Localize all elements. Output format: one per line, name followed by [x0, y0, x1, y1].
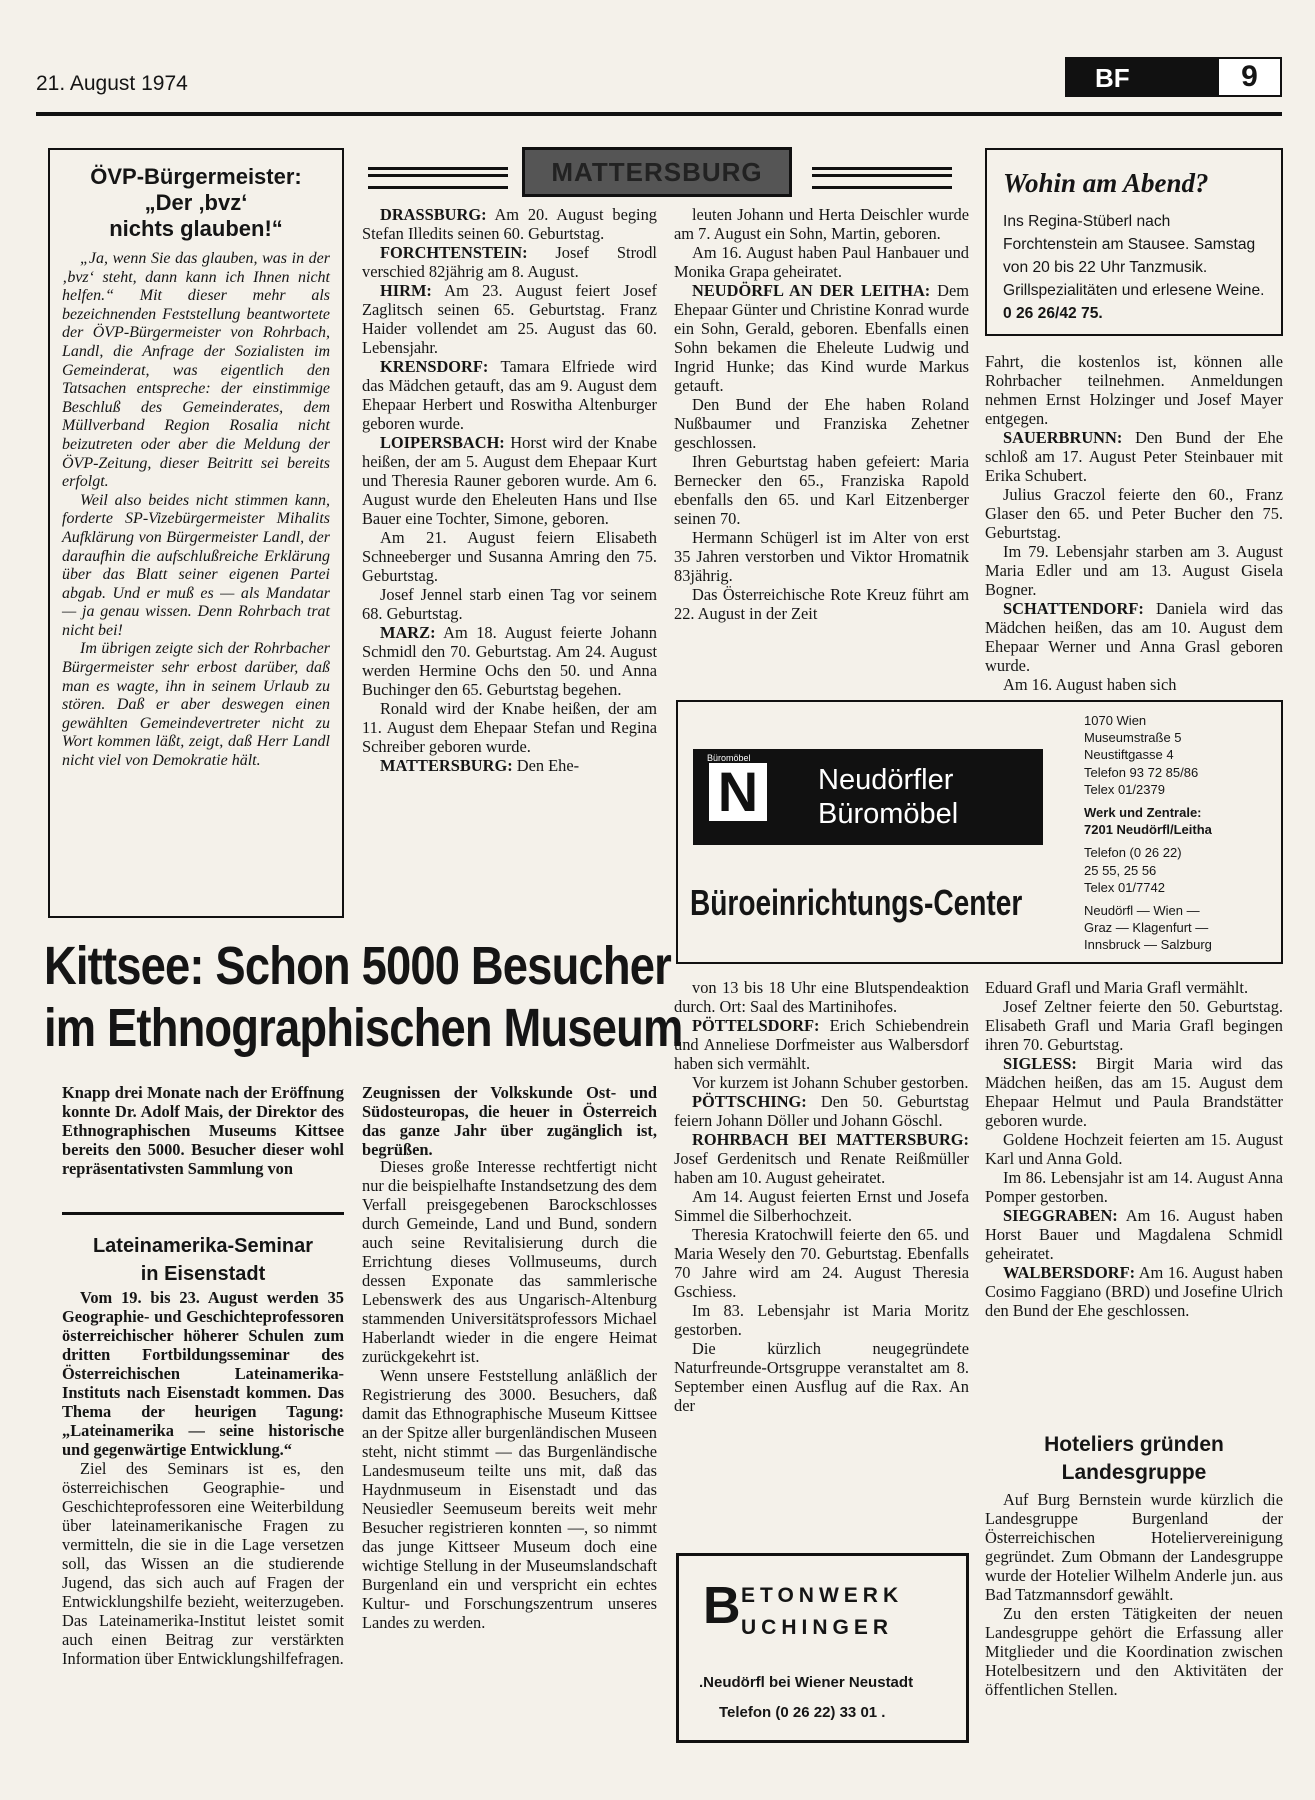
news-item [674, 1016, 969, 1073]
item-text: Den Bund der Ehe haben Roland Nußbaumer und Franziska Zehetner geschlossen. [674, 395, 969, 452]
news-item [985, 997, 1283, 1054]
neudoerfler-logo-icon: N [709, 763, 767, 821]
news-item [674, 243, 969, 281]
item-text: Ronald wird der Knabe heißen, der am 11. August dem Ehepaar Stefan und Regina Schreiber geboren wurde. [362, 699, 657, 756]
oevp-paragraph: Weil also beides nicht stimmen kann, forderte SP-Vizebürgermeister Mihalits Aufklärung von Bürgermeister Landl, der daraufhin die aufschlußreiche Erklärung über das Blatt seiner eigenen Partei abgab. Und er muß es — als Mandatar — ja genau wissen. Denn Rohrbach trat nicht bei! [62, 491, 330, 639]
item-text: Daniela wird das Mädchen heißen, das am 10. August dem Ehepaar Werner und Anna Grasl geboren wurde. [985, 599, 1283, 675]
latein-headline [62, 1232, 344, 1288]
news-item [985, 1206, 1283, 1263]
oevp-article [48, 148, 344, 918]
latein-body [62, 1288, 344, 1668]
item-text: leuten Johann und Herta Deischler wurde am 7. August ein Sohn, Martin, geboren. [674, 205, 969, 243]
item-text: von 13 bis 18 Uhr eine Blutspendeaktion durch. Ort: Saal des Martinihofes. [674, 978, 969, 1016]
news-item [674, 1225, 969, 1301]
news-item [985, 1054, 1283, 1130]
item-text: Fahrt, die kostenlos ist, können alle Rohrbacher teilnehmen. Anmeldungen nehmen Ernst Holzinger und Josef Mayer entgegen. [985, 352, 1283, 428]
latein-rule [62, 1212, 344, 1215]
news-item [674, 1187, 969, 1225]
oevp-paragraph: „Ja, wenn Sie das glauben, was in der ‚bvz‘ steht, dann kann ich Ihnen nicht helfen.“ Mit dieser mehr als bezeichnenden Feststellung beantwortete der ÖVP-Bürgermeister von Rohrbach, Landl, die Anfrage der Sozialisten im Gemeinderat, was eigentlich den Tatsachen entspreche: der einstimmige Beschluß des Gemeinderates, dem Müllverband Region Rosalia nicht beizutreten oder aber die Meldung der ÖVP-Zeitung, dieser Beitritt sei bereits erfolgt. [62, 250, 330, 491]
item-text: Am 23. August feiert Josef Zaglitsch seinen 65. Geburtstag. Franz Haider vollendet am 25. August das 60. Lebensjahr. [362, 281, 657, 357]
item-text: Den 50. Geburtstag feiern Johann Döller und Johann Göschl. [674, 1092, 969, 1130]
place-name: PÖTTSCHING: [692, 1092, 807, 1111]
place-name: SCHATTENDORF: [1003, 599, 1144, 618]
news-item [674, 1301, 969, 1339]
betonwerk-word1: ETONWERK [741, 1584, 904, 1607]
hotel-body [985, 1490, 1283, 1699]
neudoerfler-ad [676, 700, 1283, 964]
news-item [362, 528, 657, 585]
mattersburg-col3b [674, 978, 969, 1415]
item-text: Tamara Elfriede wird das Mädchen getauft, das am 9. August dem Ehepaar Herbert und Roswitha Altenburger geboren wurde. [362, 357, 657, 433]
kittsee-lead-b [362, 1083, 657, 1159]
place-name: NEUDÖRFL AN DER LEITHA: [692, 281, 931, 300]
item-text: Den Bund der Ehe schloß am 17. August Peter Steinbauer mit Erika Schubert. [985, 428, 1283, 485]
address-line: Innsbruck — Salzburg [1084, 937, 1212, 953]
section-badge [1065, 57, 1217, 97]
news-item [985, 1130, 1283, 1168]
address-line: 25 55, 25 56 [1084, 862, 1157, 878]
item-text: Goldene Hochzeit feierten am 15. August Karl und Anna Gold. [985, 1130, 1283, 1168]
betonwerk-initial: B [703, 1577, 741, 1635]
mattersburg-col4b [985, 978, 1283, 1320]
item-text: Am 16. August haben Paul Hanbauer und Monika Grapa geheiratet. [674, 243, 969, 281]
kittsee-headline-l2: im Ethnographischen Museum [44, 998, 683, 1058]
betonwerk-ad [676, 1553, 969, 1743]
kittsee-paragraph: Dieses große Interesse rechtfertigt nicht nur die beispielhafte Instandsetzung des dem Verfall preisgegebenen Barockschlosses durch Gemeinde, Land und Bund, sondern auch seine Revitalisierung durch die Errichtung dieses Vollmuseums, durch dessen Exponate das sammlerische Lebenswerk des aus Ungarisch-Altenburg stammenden Universitätsprofessors Michael Haberlandt wieder in die engere Heimat zurückgekehrt ist. [362, 1157, 657, 1366]
news-item [985, 352, 1283, 428]
news-item [362, 623, 657, 699]
news-item [674, 1339, 969, 1415]
address-line: 1070 Wien [1084, 713, 1147, 728]
item-text: Am 14. August feierten Ernst und Josefa Simmel die Silberhochzeit. [674, 1187, 969, 1225]
item-text: Horst wird der Knabe heißen, der am 5. August dem Ehepaar Kurt und Theresia Rauner geboren wurde. Am 6. August wurde den Eheleuten Hans und Ilse Bauer eine Tochter, Simone, geboren. [362, 433, 657, 528]
place-name: KRENSDORF: [380, 357, 489, 376]
page-number: 9 [1217, 57, 1282, 97]
item-text: Julius Graczol feierte den 60., Franz Glaser den 65. und Peter Bucher den 75. Geburtstag. [985, 485, 1283, 542]
item-text: Am 20. August beging Stefan Illedits seinen 60. Geburtstag. [362, 205, 657, 243]
news-item [674, 1130, 969, 1187]
hotel-headline-l1: Hoteliers gründen [1044, 1433, 1224, 1456]
neudoerfler-center-label: Büroeinrichtungs-Center [690, 882, 1023, 923]
latein-headline-l2: in Eisenstadt [140, 1263, 266, 1285]
betonwerk-word2: UCHINGER [741, 1616, 894, 1639]
place-name: DRASSBURG: [380, 205, 487, 224]
place-name: WALBERSDORF: [1003, 1263, 1136, 1282]
neudoerfler-logo-block [693, 749, 1043, 845]
news-item [674, 281, 969, 395]
betonwerk-location: .Neudörfl bei Wiener Neustadt [699, 1674, 914, 1691]
latein-headline-l1: Lateinamerika-Seminar [92, 1235, 314, 1257]
item-text: Erich Schiebendrein und Anneliese Dorfmeister aus Walbersdorf haben sich vermählt. [674, 1016, 969, 1073]
news-item [362, 357, 657, 433]
kittsee-headline [44, 935, 683, 1059]
header-rule [36, 112, 1282, 116]
news-item [985, 1263, 1283, 1320]
item-text: Josef Jennel starb einen Tag vor seinem 68. Geburtstag. [362, 585, 657, 623]
hotel-headline [985, 1431, 1283, 1487]
item-text: Dem Ehepaar Günter und Christine Konrad wurde ein Sohn, Gerald, geboren. Ebenfalls einen Sohn bekamen die Eheleute Ludwig und Ingrid Hunke; das Kind wurde Markus getauft. [674, 281, 969, 395]
item-text: Das Österreichische Rote Kreuz führt am 22. August in der Zeit [674, 585, 969, 623]
wohin-title: Wohin am Abend? [1003, 168, 1209, 198]
news-item [674, 395, 969, 452]
kittsee-lead-text-a: Knapp drei Monate nach der Eröffnung konnte Dr. Adolf Mais, der Direktor des Ethnographischen Museums Kittsee bereits den 5000. Besucher dieser wohl repräsentativsten Sammlung von [62, 1083, 344, 1178]
news-item [985, 675, 1283, 694]
section-label: BF [1095, 63, 1130, 93]
hotel-headline-l2: Landesgruppe [1061, 1461, 1207, 1484]
item-text: Vor kurzem ist Johann Schuber gestorben. [692, 1073, 969, 1092]
news-item [985, 485, 1283, 542]
item-text: Die kürzlich neugegründete Naturfreunde-Ortsgruppe veranstaltet am 8. September einen Ausflug auf die Rax. An der [674, 1339, 969, 1415]
news-item [362, 433, 657, 528]
oevp-headline-l3: nichts glauben!“ [109, 216, 283, 241]
oevp-headline-l1: ÖVP-Bürgermeister: [90, 164, 302, 189]
mattersburg-col3 [674, 205, 969, 623]
item-text: Im 86. Lebensjahr ist am 14. August Anna Pomper gestorben. [985, 1168, 1283, 1206]
neudoerfler-address [1084, 712, 1212, 954]
address-line: Museumstraße 5 [1084, 730, 1182, 746]
latein-lead: Vom 19. bis 23. August werden 35 Geographie- und Geschichteprofessoren österreichischer höherer Schulen zum dritten Fortbildungsseminar des Österreichischen Lateinamerika-Instituts nach Eisenstadt kommen. Das Thema der heurigen Tagung: „Lateinamerika — seine historische und gegenwärtige Entwicklung.“ [62, 1288, 344, 1459]
oevp-headline [62, 164, 330, 242]
place-name: FORCHTENSTEIN: [380, 243, 528, 262]
oevp-headline-l2: „Der ‚bvz‘ [144, 190, 248, 215]
item-text: Josef Gerdenitsch und Renate Reißmüller haben am 10. August geheiratet. [674, 1149, 969, 1187]
neudoerfler-name [818, 763, 958, 831]
place-name: MATTERSBURG: [380, 756, 513, 775]
betonwerk-phone: Telefon (0 26 22) 33 01 . [719, 1704, 886, 1721]
item-text: Birgit Maria wird das Mädchen heißen, das am 15. August dem Ehepaar Helmut und Paula Brandstätter geboren wurde. [985, 1054, 1283, 1130]
item-text: Theresia Kratochwill feierte den 65. und Maria Wesely den 70. Geburtstag. Ebenfalls 70 Jahre wird am 24. August Theresia Gschiess. [674, 1225, 969, 1301]
item-text: Im 83. Lebensjahr ist Maria Moritz gestorben. [674, 1301, 969, 1339]
neudoerfler-name-l2: Büromöbel [818, 798, 959, 830]
issue-date: 21. August 1974 [36, 72, 188, 95]
news-item [362, 243, 657, 281]
place-name: MARZ: [380, 623, 436, 642]
address-line: Telefon (0 26 22) [1084, 845, 1182, 861]
address-line: Graz — Klagenfurt — [1084, 920, 1209, 936]
place-name: SAUERBRUNN: [1003, 428, 1123, 447]
mattersburg-col4 [985, 352, 1283, 694]
mattersburg-section-title: MATTERSBURG [522, 147, 792, 197]
news-item [985, 428, 1283, 485]
place-name: SIGLESS: [1003, 1054, 1077, 1073]
kittsee-lead-text-b: Zeugnissen der Volkskunde Ost- und Südosteuropas, die heuer in Österreich das ganze Jahr über zugänglich ist, begrüßen. [362, 1083, 657, 1159]
item-text: Am 16. August haben Cosimo Faggiano (BRD) und Josefine Ulrich den Bund der Ehe geschlossen. [985, 1263, 1283, 1320]
item-text: Josef Zeltner feierte den 50. Geburtstag. Elisabeth Grafl und Maria Grafl begingen ihren 70. Geburtstag. [985, 997, 1283, 1054]
item-text: Am 16. August haben sich [1003, 675, 1177, 694]
news-item [362, 585, 657, 623]
mattersburg-col2 [362, 205, 657, 775]
place-name: HIRM: [380, 281, 432, 300]
address-line: Telex 01/7742 [1084, 879, 1165, 895]
neudoerfler-name-l1: Neudörfler [818, 764, 954, 796]
logo-small-label: Büromöbel [707, 753, 751, 763]
kittsee-lead-a [62, 1083, 344, 1178]
news-item [674, 528, 969, 585]
oevp-paragraph: Im übrigen zeigte sich der Rohrbacher Bürgermeister sehr erbost darüber, daß man es wagte, ihn in seinem Urlaub zu stören. Daß er aber deswegen einen gewählten Gemeindevertreter nicht zu Wort kommen läßt, zeigt, daß Herr Landl nicht viel von Demokratie hält. [62, 640, 330, 770]
address-line: Neudörfl — Wien — [1084, 903, 1200, 919]
news-item [985, 599, 1283, 675]
hotel-paragraph: Zu den ersten Tätigkeiten der neuen Landesgruppe gehört die Erfassung aller Mitglieder und die Koordination zwischen Hotelbesitzern und den Aktivitäten der öffentlichen Stellen. [985, 1604, 1283, 1699]
item-text: Am 21. August feiern Elisabeth Schneeberger und Susanna Amring den 75. Geburtstag. [362, 528, 657, 585]
news-item [985, 1168, 1283, 1206]
item-text: Am 16. August haben Horst Bauer und Magdalena Schmidl geheiratet. [985, 1206, 1283, 1263]
place-name: PÖTTELSDORF: [692, 1016, 820, 1035]
news-item [362, 756, 657, 775]
kittsee-paragraph: Wenn unsere Feststellung anläßlich der Registrierung des 3000. Besuchers, daß damit das Ethnographische Museum Kittsee an der Spitze aller burgenländischen Museen steht, nicht stimmt — das Burgenländische Landesmuseum teilte uns mit, daß das Haydnmuseum in Eisenstadt und das Neusiedler Seemuseum bereits weit mehr Besucher registrieren konnten —, so nimmt das junge Kittseer Museum doch eine wichtige Stellung in der Museumslandschaft Burgenland ein und verspricht ein echtes Kultur- und Forschungszentrum unseres Landes zu werden. [362, 1366, 657, 1632]
news-item [362, 699, 657, 756]
news-item [674, 452, 969, 528]
news-item [674, 1073, 969, 1092]
address-line: 7201 Neudörfl/Leitha [1084, 822, 1212, 838]
section-rule-right [812, 167, 952, 189]
news-item [674, 205, 969, 243]
item-text: Eduard Grafl und Maria Grafl vermählt. [985, 978, 1249, 997]
hotel-paragraph: Auf Burg Bernstein wurde kürzlich die Landesgruppe Burgenland der Österreichischen Hoteliervereinigung gegründet. Zum Obmann der Landesgruppe wurde der Hotelier Wilhelm Anderle jun. aus Bad Tatzmannsdorf gewählt. [985, 1490, 1283, 1604]
place-name: ROHRBACH BEI MATTERSBURG: [692, 1130, 969, 1149]
item-text: Josef Strodl verschied 82jährig am 8. August. [362, 243, 657, 281]
kittsee-headline-l1: Kittsee: Schon 5000 Besucher [44, 936, 671, 996]
news-item [985, 978, 1283, 997]
section-rule-left [368, 167, 508, 189]
item-text: Am 18. August feierte Johann Schmidl den 70. Geburtstag. Am 24. August werden Hermine Ochs den 50. und Anna Buchinger den 65. Geburtstag begehen. [362, 623, 657, 699]
wohin-ad [985, 148, 1283, 336]
item-text: Im 79. Lebensjahr starben am 3. August Maria Edler und am 13. August Gisela Bogner. [985, 542, 1283, 599]
place-name: LOIPERSBACH: [380, 433, 505, 452]
news-item [362, 281, 657, 357]
address-line: Werk und Zentrale: [1084, 805, 1202, 821]
address-line: Telefon 93 72 85/86 [1084, 764, 1199, 780]
news-item [362, 205, 657, 243]
item-text: Ihren Geburtstag haben gefeiert: Maria Bernecker den 65., Franziska Rapold ebenfalls den 65. und Karl Eitzenberger seinen 70. [674, 452, 969, 528]
address-line: Neustiftgasse 4 [1084, 747, 1174, 763]
kittsee-body [362, 1157, 657, 1632]
latein-paragraph: Ziel des Seminars ist es, den österreichischen Geographie- und Geschichteprofessoren eine Weiterbildung über lateinamerikanische Fragen zu vermitteln, die sie in die Lage versetzen soll, das Wissen an die studierende Jugend, das sich auch auf Fragen der Entwicklungshilfe bezieht, weiterzugeben. Das Lateinamerika-Institut leistet somit auch einen Beitrag zur verstärkten Information über Entwicklungshilfefragen. [62, 1459, 344, 1668]
news-item [985, 542, 1283, 599]
wohin-text: Ins Regina-Stüberl nach Forchtenstein am Stausee. Samstag von 20 bis 22 Uhr Tanzmusik. Grillspezialitäten und erlesene Weine. [1003, 213, 1265, 299]
address-line: Telex 01/2379 [1084, 781, 1165, 797]
place-name: SIEGGRABEN: [1003, 1206, 1118, 1225]
news-item [674, 585, 969, 623]
wohin-phone: 0 26 26/42 75. [1003, 305, 1103, 322]
news-item [674, 1092, 969, 1130]
item-text: Den Ehe- [512, 756, 580, 775]
news-item [674, 978, 969, 1016]
item-text: Hermann Schügerl ist im Alter von erst 35 Jahren verstorben und Viktor Hromatnik 83jährig. [674, 528, 969, 585]
